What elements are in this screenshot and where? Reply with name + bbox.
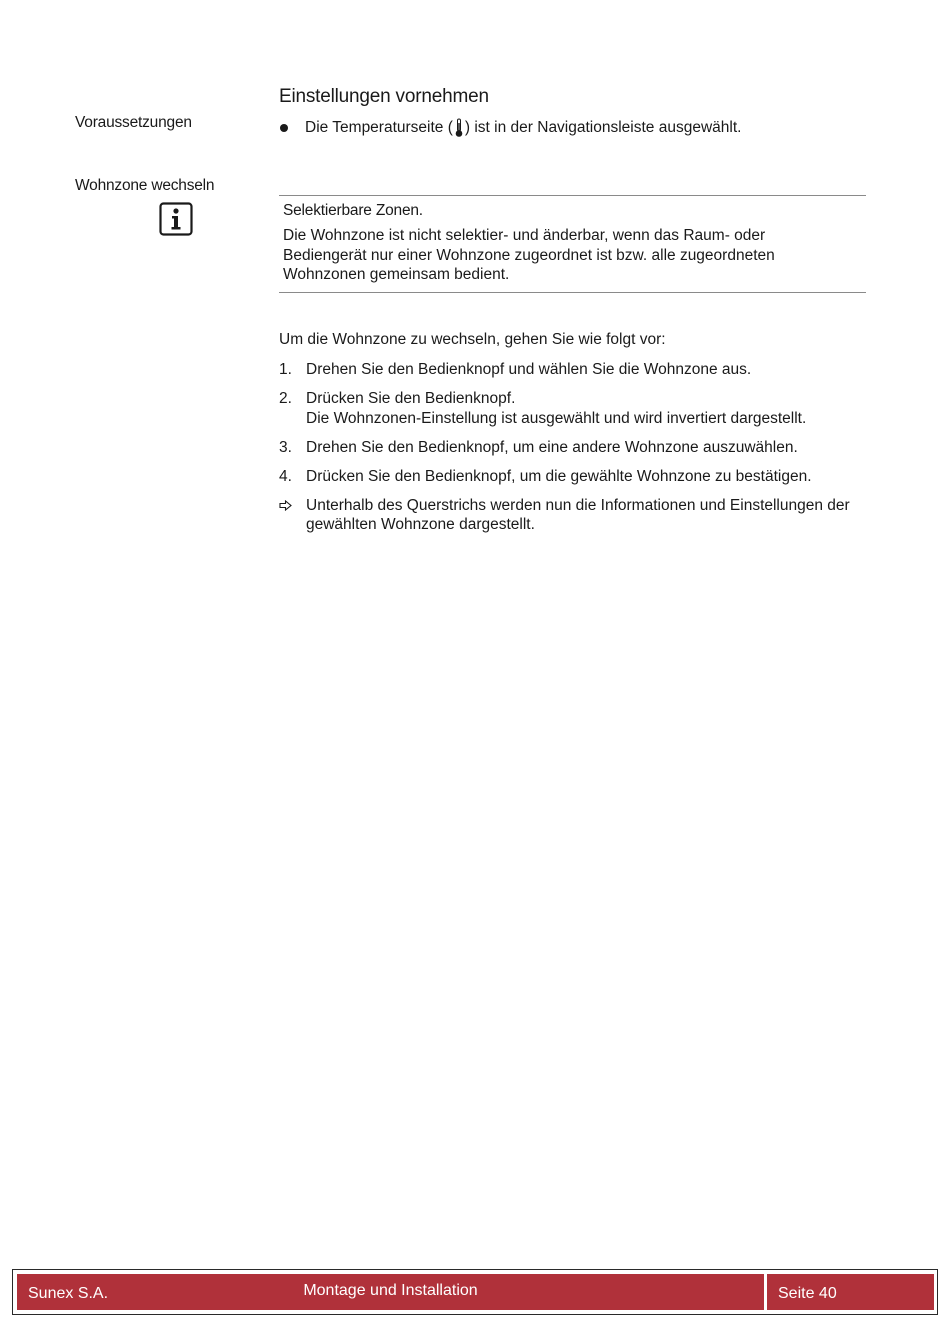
instructions-intro: Um die Wohnzone zu wechseln, gehen Sie wie folgt vor:	[279, 331, 666, 348]
result-line: Unterhalb des Querstrichs werden nun die Informationen und Einstellungen der	[306, 496, 850, 514]
step-text: Drücken Sie den Bedienknopf, um die gewählte Wohnzone zu bestätigen.	[306, 467, 812, 485]
note-line: Wohnzonen gemeinsam bedient.	[283, 266, 510, 283]
step-result: Die Wohnzonen-Einstellung ist ausgewählt und wird invertiert dargestellt.	[306, 409, 807, 427]
info-icon	[159, 202, 193, 236]
step-number: 3.	[279, 438, 292, 456]
thermometer-icon	[454, 118, 464, 138]
step-list	[279, 360, 889, 544]
footer-company: Sunex S.A.	[28, 1285, 109, 1302]
section-title: Einstellungen vornehmen	[279, 86, 489, 107]
note-line: Die Wohnzone ist nicht selektier- und änderbar, wenn das Raum- oder	[283, 227, 766, 244]
footer-title: Montage und Installation	[303, 1282, 478, 1299]
arrow-right-outline-icon	[279, 500, 292, 511]
note-box	[279, 195, 866, 293]
note-line: Bediengerät nur einer Wohnzone zugeordnet ist bzw. alle zugeordneten	[283, 246, 775, 264]
step-item	[279, 389, 889, 428]
prerequisite-text-after: ) ist in der Navigationsleiste ausgewählt.	[464, 119, 742, 136]
prerequisite-item	[279, 118, 741, 138]
result-line: gewählten Wohnzone dargestellt.	[306, 516, 535, 533]
step-text: Drehen Sie den Bedienknopf und wählen Sie die Wohnzone aus.	[306, 361, 752, 378]
step-number: 2.	[279, 390, 292, 407]
step-number: 4.	[279, 467, 292, 485]
note-body	[283, 226, 843, 285]
page-footer	[12, 1269, 938, 1315]
bullet-icon	[280, 124, 288, 132]
step-item	[279, 360, 889, 380]
step-item	[279, 467, 889, 487]
prerequisite-text-before: Die Temperaturseite (	[305, 119, 453, 136]
footer-main-bar	[17, 1274, 764, 1310]
footer-page-bar	[767, 1274, 934, 1310]
step-text: Drehen Sie den Bedienknopf, um eine andere Wohnzone auszuwählen.	[306, 438, 798, 456]
note-title: Selektierbare Zonen.	[283, 202, 423, 219]
result-item	[279, 496, 889, 535]
prerequisites-label: Voraussetzungen	[75, 114, 192, 131]
footer-page-number: Seite 40	[778, 1285, 837, 1302]
step-number: 1.	[279, 361, 292, 378]
step-text: Drücken Sie den Bedienknopf.	[306, 390, 516, 407]
step-item	[279, 438, 889, 458]
zone-change-label: Wohnzone wechseln	[75, 177, 215, 194]
